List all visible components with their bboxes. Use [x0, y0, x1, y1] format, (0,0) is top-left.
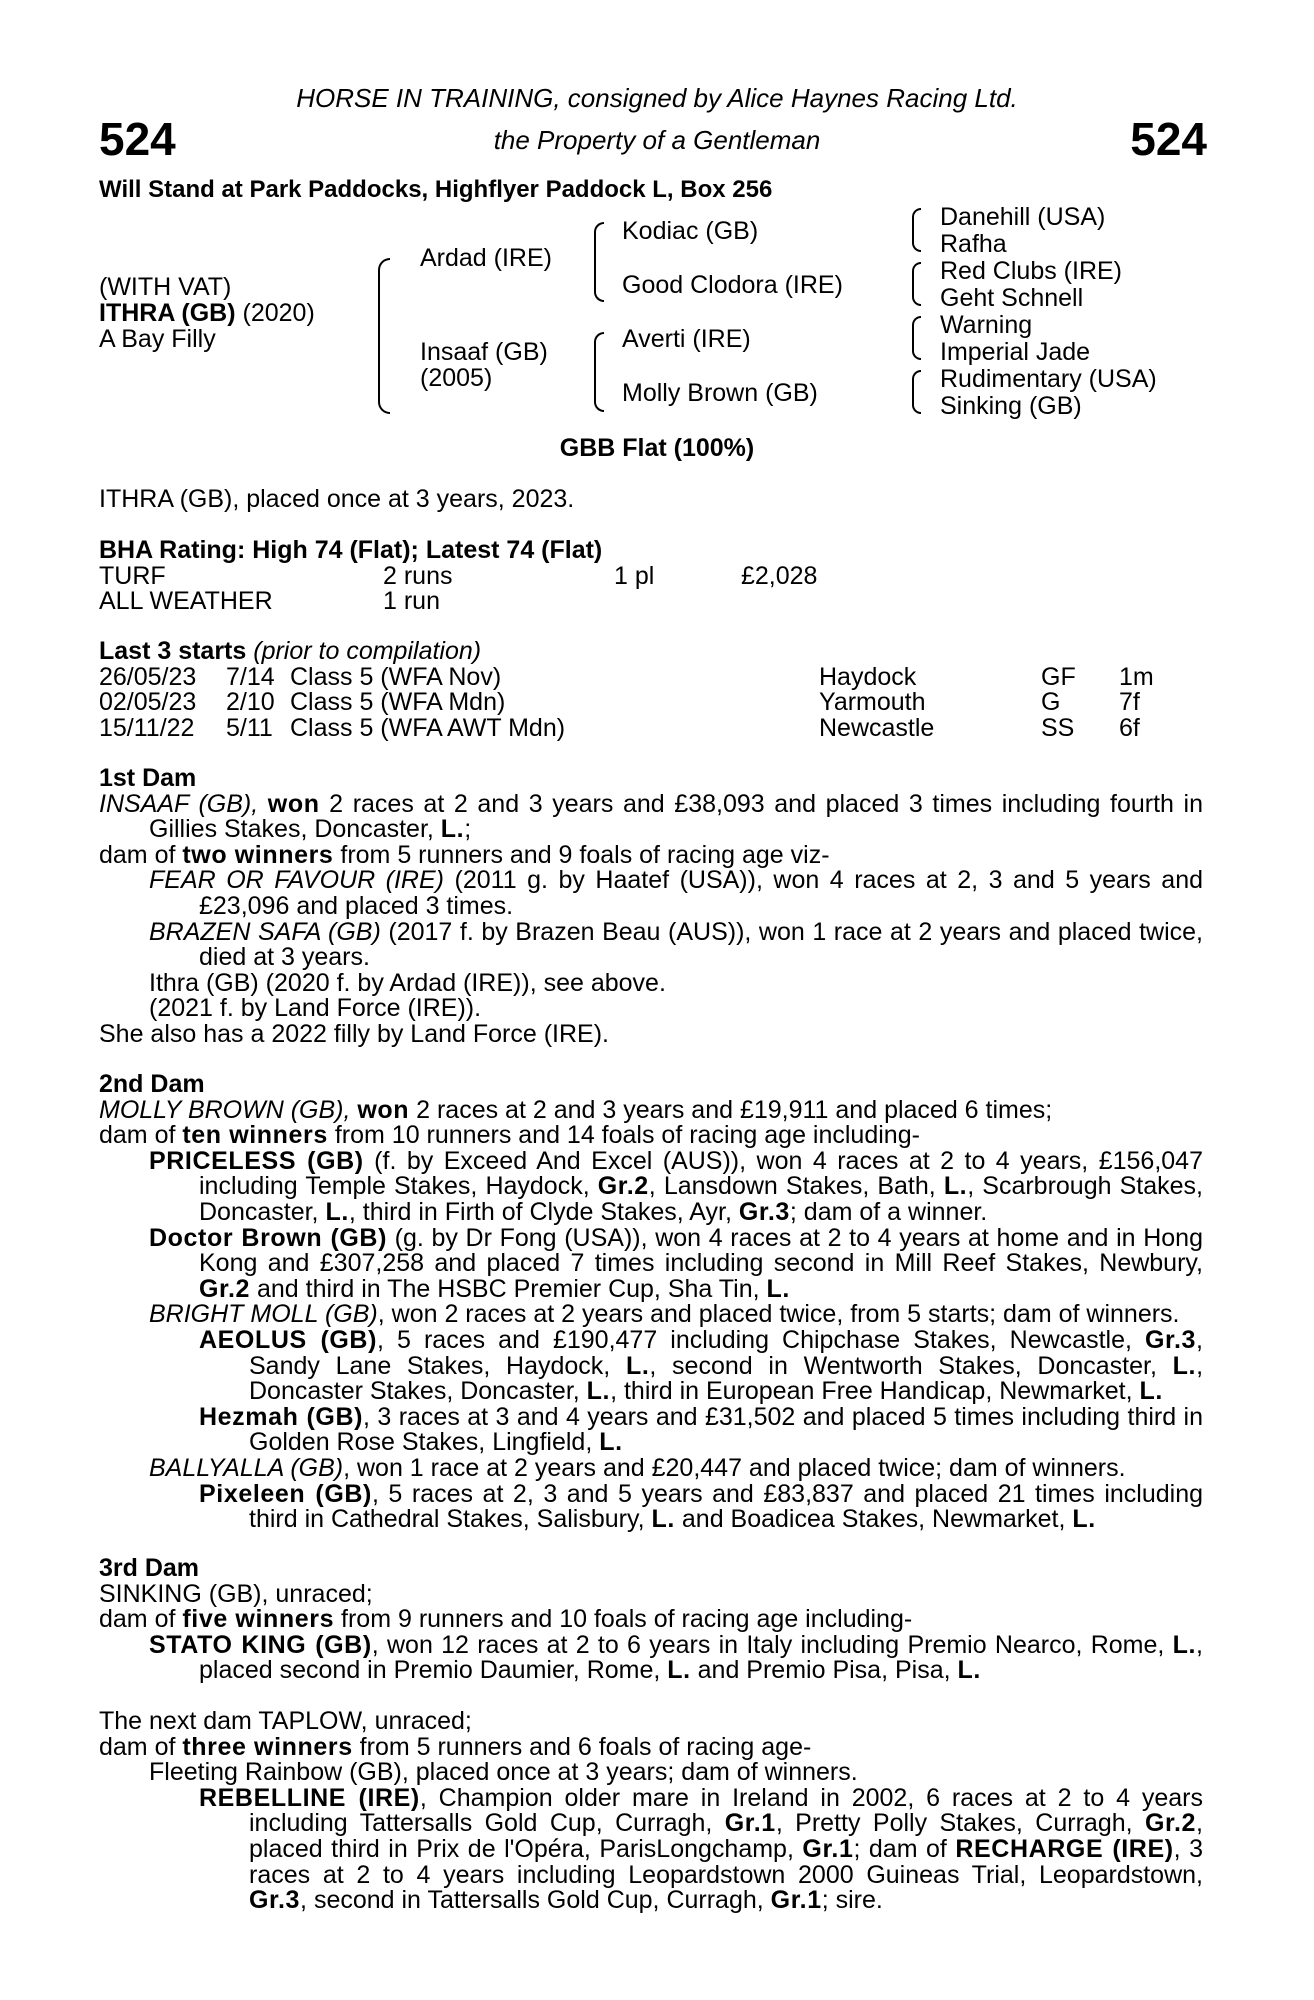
start-distance: 1m — [1119, 662, 1154, 691]
grade: L. — [651, 1505, 675, 1534]
produce-item — [99, 1453, 1203, 1482]
text: from 5 runners and 6 foals of racing age- — [352, 1732, 812, 1761]
text: , won 1 race at 2 years and £20,447 and placed twice; dam of winners. — [343, 1453, 1126, 1482]
produce-item: Fleeting Rainbow (GB), placed once at 3 years; dam of winners. — [149, 1758, 858, 1787]
start-row — [99, 713, 1203, 742]
text: ; dam of a winner. — [789, 1197, 988, 1226]
pedigree-brace — [378, 258, 390, 414]
produce-text: (2017 f. by Brazen Beau (AUS)), won 1 race at 2 years and placed twice, died at 3 years. — [199, 917, 1203, 972]
text: (g. by Dr Fong (USA)), won 4 races at 2 to 4 years at home and in Hong Kong and £307,258 and placed 7 times including second in Mill Reef Stakes, Newbury, — [199, 1223, 1203, 1278]
winners-count: five winners — [182, 1605, 335, 1634]
text: , third in Firth of Clyde Stakes, Ayr, — [348, 1197, 739, 1226]
produce-name: BRIGHT MOLL (GB) — [149, 1300, 378, 1329]
listed-label: L. — [440, 815, 465, 844]
grade: L. — [1172, 1630, 1197, 1659]
text: , Scarbrough Stakes, Doncaster, — [199, 1172, 1203, 1226]
pedigree-brace — [912, 262, 921, 306]
grand-produce-item — [99, 1783, 1204, 1915]
start-going: SS — [1041, 713, 1075, 742]
text: , Lansdown Stakes, Bath, — [648, 1172, 944, 1201]
pedigree-dam-sire: Averti (IRE) — [622, 325, 751, 353]
grade: L. — [1139, 1377, 1163, 1406]
first-dam-title: 1st Dam — [99, 764, 197, 792]
pedigree-sire: Ardad (IRE) — [420, 244, 552, 272]
pedigree-sire-dam: Good Clodora (IRE) — [622, 271, 843, 299]
start-course: Newcastle — [819, 713, 935, 742]
text: dam of — [99, 840, 183, 869]
produce-name: AEOLUS (GB) — [199, 1325, 377, 1354]
pedigree-g1: Danehill (USA) — [940, 203, 1106, 231]
property-line: the Property of a Gentleman — [493, 125, 821, 155]
pedigree-brace — [912, 316, 921, 360]
second-dam-title: 2nd Dam — [99, 1070, 205, 1098]
text: , second in Wentworth Stakes, Doncaster, — [649, 1351, 1173, 1380]
grade: Gr.3 — [249, 1886, 301, 1915]
horse-year: (2020) — [242, 299, 315, 327]
first-dam-section — [99, 766, 1203, 1048]
pedigree-brace — [594, 332, 604, 412]
produce-name: REBELLINE (IRE) — [199, 1783, 420, 1812]
text: , placed second in Premio Daumier, Rome, — [199, 1630, 1203, 1685]
third-dam-section — [99, 1556, 1203, 1684]
last-starts-note: (prior to compilation) — [253, 637, 482, 665]
produce-name: RECHARGE (IRE) — [955, 1834, 1174, 1863]
rating-surface: ALL WEATHER — [99, 587, 273, 616]
text: , won 12 races at 2 to 6 years in Italy including Premio Nearco, Rome, — [371, 1630, 1173, 1659]
text: , 5 races and £190,477 including Chipchase Stakes, Newcastle, — [377, 1325, 1145, 1354]
winners-count: three winners — [182, 1732, 353, 1761]
produce-item: (2021 f. by Land Force (IRE)). — [149, 994, 482, 1023]
start-going: GF — [1041, 662, 1076, 691]
lot-number-right: 524 — [1130, 113, 1207, 165]
text: and third in The HSBC Premier Cup, Sha Tin, — [250, 1274, 767, 1303]
start-date: 02/05/23 — [99, 688, 197, 717]
produce-name: PRICELESS (GB) — [149, 1146, 364, 1175]
pedigree-brace — [912, 370, 921, 414]
pedigree-g4: Geht Schnell — [940, 284, 1084, 312]
rating-placings: 1 pl — [614, 561, 655, 590]
won-label: won — [357, 1095, 410, 1124]
grade: L. — [1072, 1505, 1096, 1534]
grade: Gr.2 — [199, 1274, 251, 1303]
last-starts-title: Last 3 starts — [99, 637, 247, 665]
start-class: Class 5 (WFA AWT Mdn) — [290, 713, 566, 742]
gbb-rating: GBB Flat (100%) — [559, 434, 755, 462]
stand-location: Will Stand at Park Paddocks, Highflyer Paddock L, Box 256 — [99, 176, 773, 203]
grade: Gr.1 — [724, 1809, 776, 1838]
start-course: Yarmouth — [819, 688, 926, 717]
next-dam-produce-summary — [99, 1732, 1203, 1761]
produce-item — [99, 1630, 1203, 1685]
grade: L. — [667, 1656, 691, 1685]
grade: Gr.3 — [1145, 1325, 1197, 1354]
text: from 5 runners and 9 foals of racing age viz- — [333, 840, 830, 869]
grade: Gr.1 — [770, 1886, 822, 1915]
start-distance: 6f — [1119, 713, 1140, 742]
dam-name: INSAAF (GB), — [99, 789, 268, 818]
grade: Gr.2 — [1145, 1809, 1197, 1838]
start-position: 5/11 — [226, 713, 273, 742]
rating-prize: £2,028 — [741, 561, 818, 590]
grade: Gr.1 — [802, 1834, 854, 1863]
text: and Boadicea Stakes, Newmarket, — [674, 1505, 1073, 1534]
produce-note: She also has a 2022 filly by Land Force (IRE). — [99, 1019, 609, 1048]
start-position: 2/10 — [226, 688, 275, 717]
text: , Doncaster Stakes, Doncaster, — [249, 1351, 1204, 1406]
start-course: Haydock — [819, 662, 917, 691]
text: ; dam of — [853, 1834, 956, 1863]
text: , 3 races at 2 to 4 years including Leopardstown 2000 Guineas Trial, Leopardstown, — [249, 1834, 1204, 1889]
record-text: ; — [464, 815, 472, 844]
grade: L. — [586, 1377, 611, 1406]
produce-item — [99, 1223, 1203, 1303]
start-row — [99, 662, 1203, 691]
rating-row — [99, 561, 1203, 590]
pedigree-g8: Sinking (GB) — [940, 392, 1082, 420]
text: , won 2 races at 2 years and placed twice, from 5 starts; dam of winners. — [377, 1300, 1180, 1329]
grade: Gr.3 — [738, 1197, 790, 1226]
rating-runs: 2 runs — [383, 561, 453, 590]
pedigree-dam-dam: Molly Brown (GB) — [622, 379, 818, 407]
start-going: G — [1041, 688, 1061, 717]
rating-runs: 1 run — [383, 587, 440, 616]
record-text: 2 races at 2 and 3 years and £38,093 and placed 3 times including fourth in Gillies Stakes, Doncaster, — [149, 789, 1203, 844]
produce-item — [99, 868, 1203, 919]
text: , placed third in Prix de l'Opéra, ParisLongchamp, — [249, 1809, 1203, 1863]
produce-name: Hezmah (GB) — [199, 1402, 364, 1431]
horse-name: ITHRA (GB) — [99, 299, 236, 327]
text: from 10 runners and 14 foals of racing age including- — [327, 1121, 920, 1150]
text: dam of — [99, 1605, 183, 1634]
start-position: 7/14 — [226, 662, 275, 691]
pedigree-g3: Red Clubs (IRE) — [940, 257, 1122, 285]
text: , 5 races at 2, 3 and 5 years and £83,837 and placed 21 times including third in Cathedral Stakes, Salisbury, — [249, 1479, 1204, 1534]
third-dam-record: SINKING (GB), unraced; — [99, 1579, 373, 1608]
first-dam-record — [99, 789, 1203, 844]
last-starts-heading — [99, 639, 1203, 665]
text: , Champion older mare in Ireland in 2002, 6 races at 2 to 4 years including Tattersalls Gold Cup, Curragh, — [249, 1783, 1203, 1838]
text: , Pretty Polly Stakes, Curragh, — [775, 1809, 1145, 1838]
lot-number-left: 524 — [99, 113, 176, 165]
record-text: 2 races at 2 and 3 years and £19,911 and placed 6 times; — [409, 1095, 1053, 1124]
consignor-line: HORSE IN TRAINING, consigned by Alice Haynes Racing Ltd. — [296, 83, 1018, 113]
pedigree-g6: Imperial Jade — [940, 338, 1091, 366]
third-dam-title: 3rd Dam — [99, 1554, 200, 1582]
grade: L. — [599, 1428, 623, 1457]
pedigree-dam: Insaaf (GB) — [420, 338, 548, 366]
produce-text: (2011 g. by Haatef (USA)), won 4 races at 2, 3 and 5 years and £23,096 and placed 3 times. — [199, 866, 1204, 920]
text: and Premio Pisa, Pisa, — [690, 1656, 958, 1685]
produce-item — [99, 917, 1203, 972]
winners-count: ten winners — [182, 1121, 328, 1150]
produce-name: BRAZEN SAFA (GB) — [149, 917, 381, 946]
pedigree-g7: Rudimentary (USA) — [940, 365, 1157, 393]
start-date: 15/11/22 — [99, 713, 195, 742]
rating-section — [99, 538, 1203, 615]
dam-name: MOLLY BROWN (GB), — [99, 1095, 358, 1124]
produce-name: FEAR OR FAVOUR (IRE) — [149, 866, 444, 895]
text: , Sandy Lane Stakes, Haydock, — [249, 1325, 1203, 1380]
grand-produce-item — [99, 1479, 1204, 1534]
grade: L. — [957, 1656, 981, 1685]
produce-name: BALLYALLA (GB) — [149, 1453, 344, 1482]
pedigree-g2: Rafha — [940, 230, 1007, 258]
text: , 3 races at 3 and 4 years and £31,502 and placed 5 times including third in Golden Rose Stakes, Lingfield, — [249, 1402, 1203, 1457]
grand-produce-item — [99, 1402, 1203, 1457]
produce-name: STATO KING (GB) — [149, 1630, 372, 1659]
text: from 9 runners and 10 foals of racing age including- — [334, 1605, 913, 1634]
grade: L. — [766, 1274, 790, 1303]
second-dam-produce-summary — [99, 1123, 1203, 1149]
text: ; sire. — [821, 1886, 883, 1915]
pedigree-brace — [912, 208, 921, 252]
start-class: Class 5 (WFA Mdn) — [290, 688, 506, 717]
second-dam-record — [99, 1095, 1203, 1124]
second-dam-section — [99, 1072, 1203, 1533]
grade: L. — [325, 1197, 349, 1226]
summary-line: ITHRA (GB), placed once at 3 years, 2023. — [99, 485, 575, 513]
first-dam-produce-summary — [99, 840, 1203, 869]
text: dam of — [99, 1732, 183, 1761]
text: dam of — [99, 1121, 183, 1150]
text: , second in Tattersalls Gold Cup, Curragh, — [300, 1886, 771, 1915]
start-class: Class 5 (WFA Nov) — [290, 662, 502, 691]
rating-row — [99, 589, 1203, 615]
next-dam-section — [99, 1709, 1203, 1914]
text: (f. by Exceed And Excel (AUS)), won 4 races at 2 to 4 years, £156,047 including Temple Stakes, Haydock, — [199, 1146, 1203, 1201]
grade: L. — [943, 1172, 968, 1201]
produce-item — [99, 1302, 1203, 1328]
grade: Gr.2 — [597, 1172, 649, 1201]
text: , third in European Free Handicap, Newmarket, — [610, 1377, 1140, 1406]
horse-description: A Bay Filly — [99, 325, 216, 353]
horse-name-line — [99, 301, 315, 327]
start-row — [99, 690, 1203, 716]
pedigree-g5: Warning — [940, 311, 1033, 339]
produce-item — [99, 1146, 1203, 1226]
rating-title: BHA Rating: High 74 (Flat); Latest 74 (Flat) — [99, 536, 603, 564]
last-starts-section — [99, 639, 1203, 741]
produce-item: Ithra (GB) (2020 f. by Ardad (IRE)), see above. — [149, 968, 666, 997]
pedigree-brace — [594, 222, 604, 302]
produce-name: Doctor Brown (GB) — [149, 1223, 387, 1252]
vat-note: (WITH VAT) — [99, 273, 232, 301]
produce-name: Pixeleen (GB) — [199, 1479, 372, 1508]
grade: L. — [625, 1351, 650, 1380]
won-label: won — [267, 789, 320, 818]
next-dam-record: The next dam TAPLOW, unraced; — [99, 1707, 472, 1735]
winners-count: two winners — [182, 840, 334, 869]
grade: L. — [1172, 1351, 1197, 1380]
pedigree-sire-sire: Kodiac (GB) — [622, 217, 759, 245]
pedigree-dam-year: (2005) — [420, 364, 493, 392]
third-dam-produce-summary — [99, 1607, 1203, 1633]
grand-produce-item — [99, 1325, 1204, 1406]
start-distance: 7f — [1119, 688, 1140, 717]
rating-surface: TURF — [99, 561, 166, 590]
start-date: 26/05/23 — [99, 662, 197, 691]
